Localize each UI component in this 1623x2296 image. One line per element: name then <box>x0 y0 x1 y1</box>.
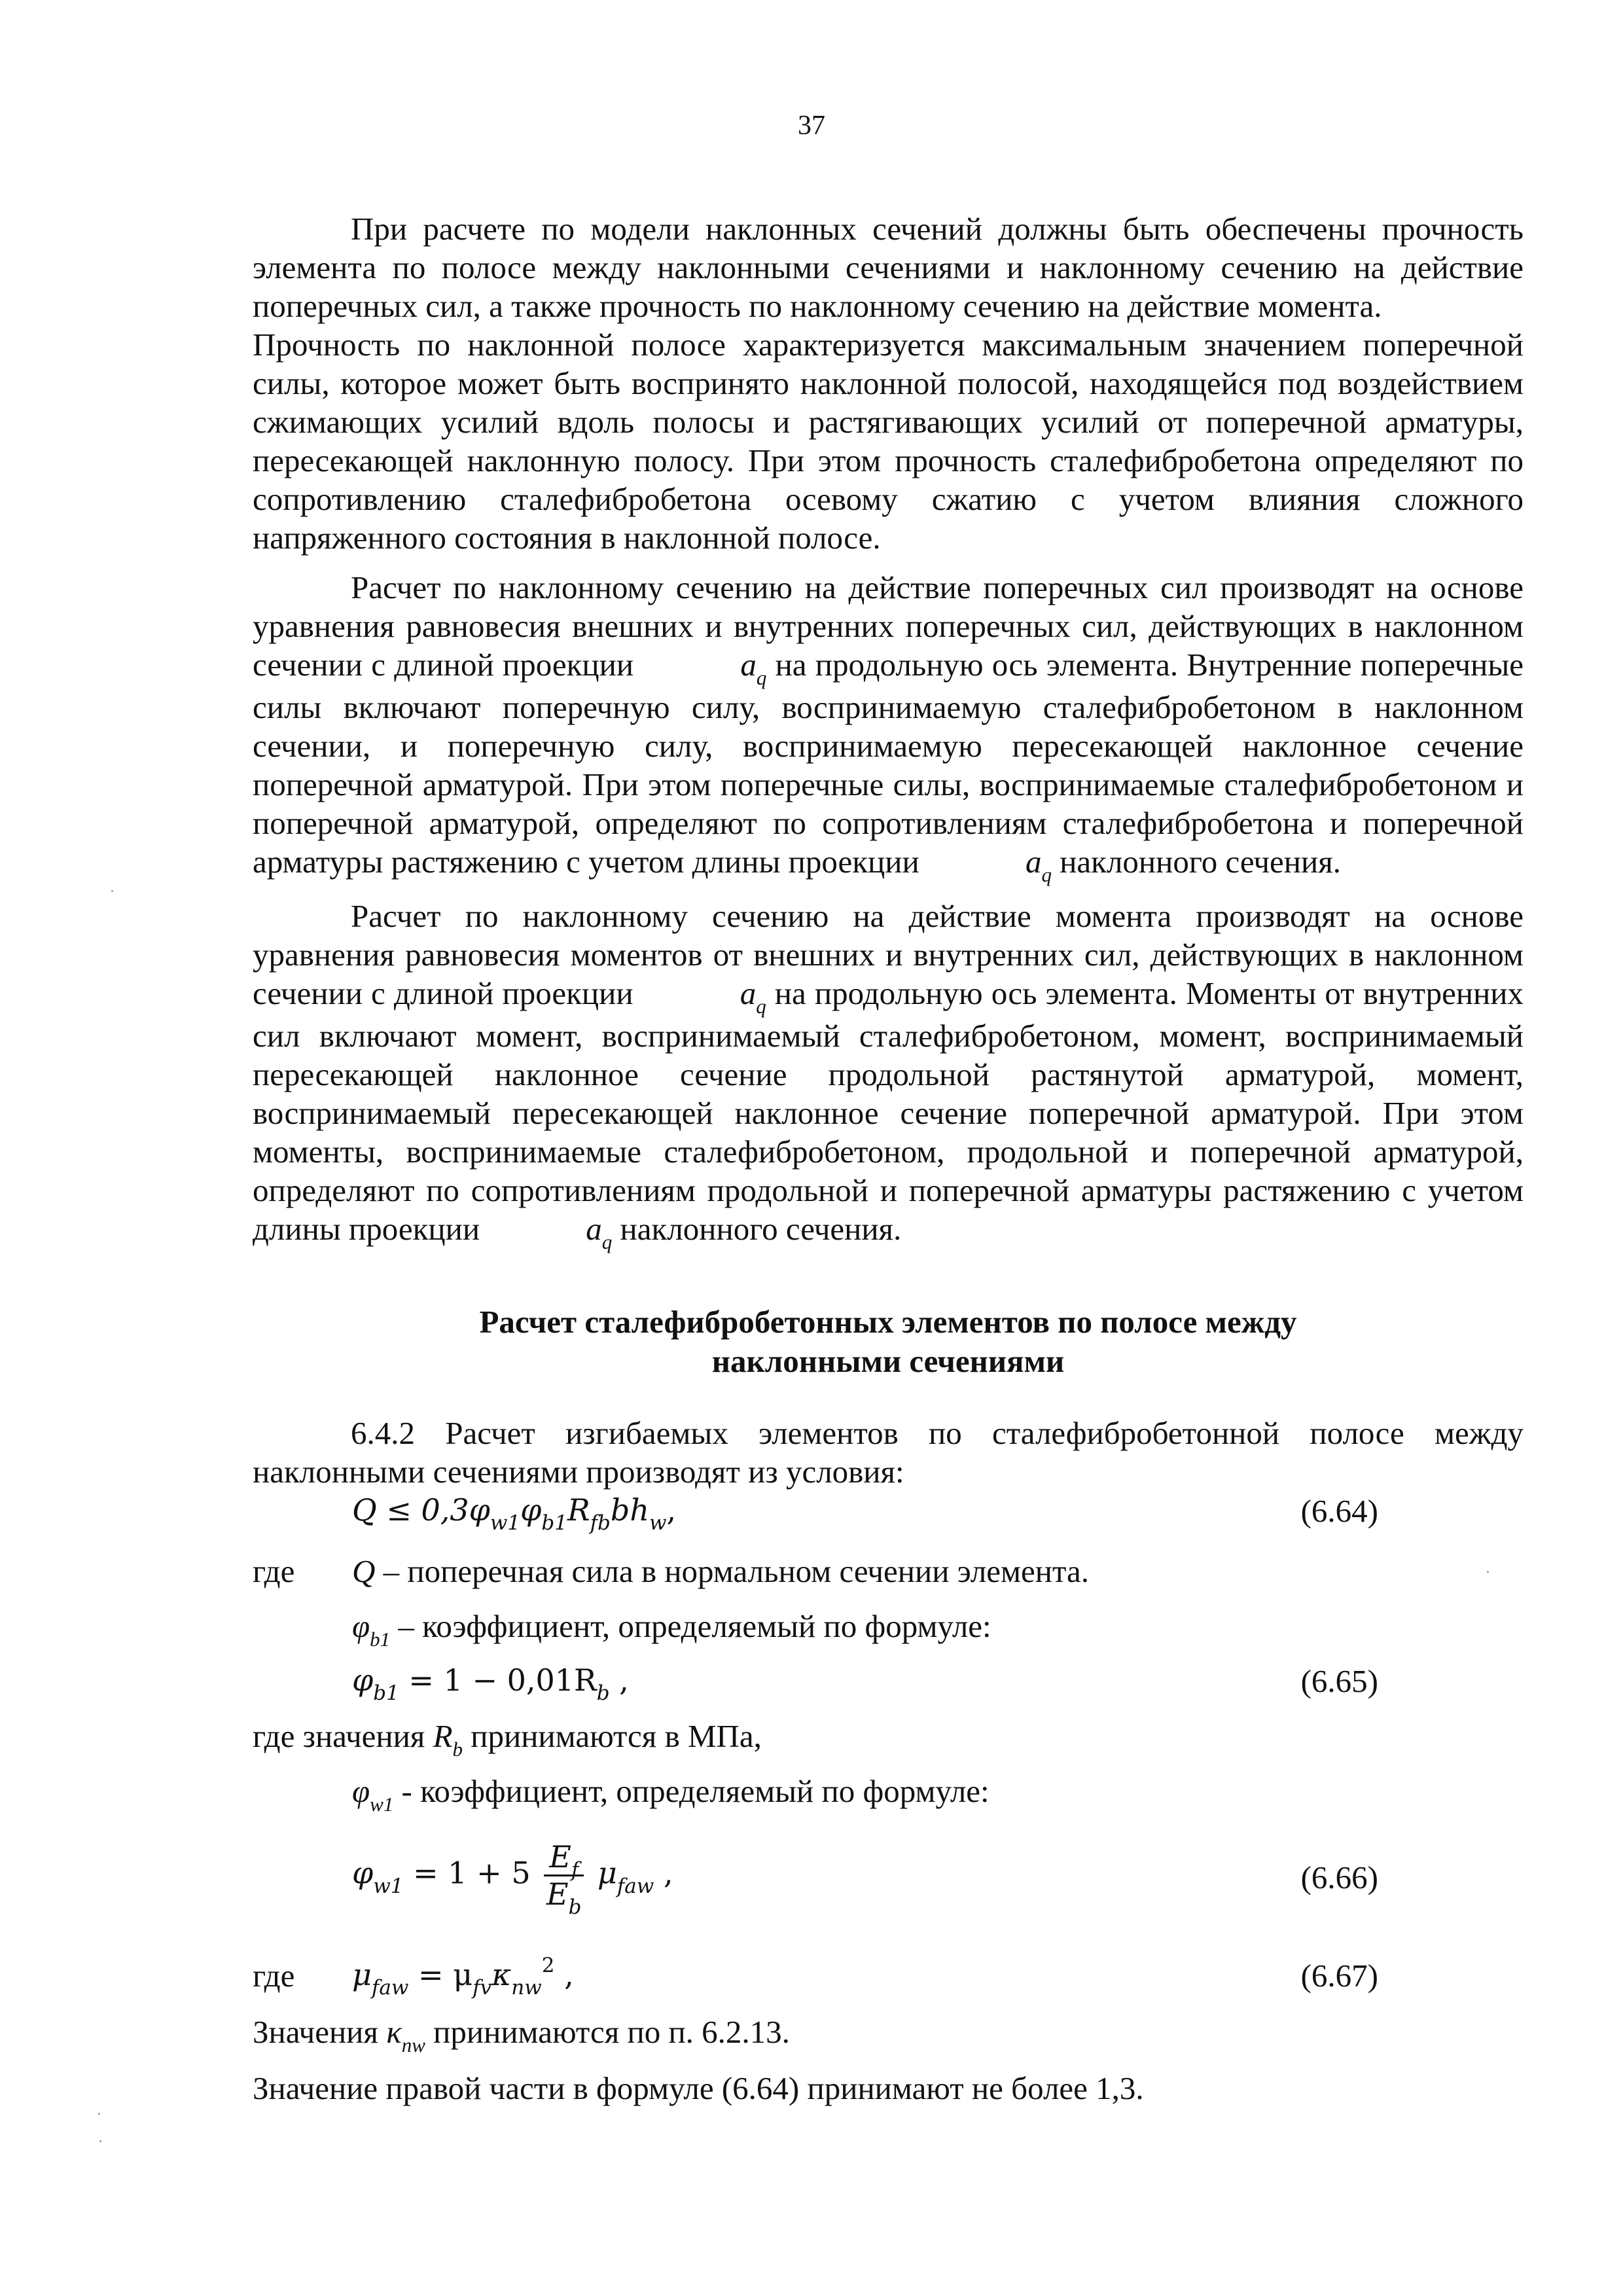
where-label: где <box>253 1958 295 1994</box>
formula-6-67-expression: $\mu_{faw} = \mu_{fv}\kappa_{nw}^2$ , <box>352 1954 574 2000</box>
q-symbol: Q <box>352 1553 376 1589</box>
phi-b1-definition: $\varphi_{b1}$ – коэффициент, определяемый по формуле: <box>352 1608 991 1651</box>
formula-6-64-number: (6.64) <box>1300 1493 1378 1529</box>
paragraph-3-part-a: Расчет по наклонному сечению на действие поперечных сил производят на основе уравнения равновесия внешних и внутренних поперечных сил, действующих в наклонном сечении с длиной проекции <box>253 569 1524 683</box>
ef-over-eb-fraction: $\frac{E_f}{E_b}$ <box>544 1839 584 1912</box>
paragraph-4-part-b: на продольную ось элемента. Моменты от внутренних сил включают момент, воспринимаемый сталефибробетоном, момент, воспринимаемый пересекающей наклонное сечение продольной растянутой арматурой, момент, воспринимаемый пересекающей наклонное сечение поперечной арматурой. При этом моменты, воспринимаемые сталефибробетоном, продольной и поперечной арматурой, определяют по сопротивлениям продольной и поперечной арматуры растяжению с учетом длины проекции <box>253 975 1524 1247</box>
formula-6-66 <box>253 1839 1524 1924</box>
formula-6-66-number: (6.66) <box>1300 1859 1378 1895</box>
aq-symbol: $a_q$ <box>740 647 767 689</box>
where-q-line <box>253 1552 1524 1598</box>
where-label: где <box>253 1553 295 1589</box>
section-heading-line-2: наклонными сечениями <box>711 1343 1065 1379</box>
formula-6-65 <box>253 1662 1524 1708</box>
paragraph-3-part-b: на продольную ось элемента. Внутренние поперечные силы включают поперечную силу, воспринимаемую сталефибробетоном в наклонном сечении, и поперечную силу, воспринимаемую пересекающей наклонное сечение поперечной арматурой. При этом поперечные силы, воспринимаемые сталефибробетоном и поперечной арматурой, определяют по сопротивлениям сталефибробетона и поперечной арматуры растяжению с учетом длины проекции <box>253 647 1524 880</box>
scan-speck <box>1487 1571 1489 1573</box>
paragraph-3-part-c: наклонного сечения. <box>1060 844 1342 880</box>
scan-speck <box>98 2113 100 2115</box>
shear-paragraph-block <box>253 568 1524 885</box>
knw-note: Значения $\kappa_{nw}$ принимаются по п. 6.2.13. <box>253 2014 790 2056</box>
paragraph-3 <box>253 568 1524 885</box>
clause-6-4-2: 6.4.2 Расчет изгибаемых элементов по сталефибробетонной полосе между наклонными сечениями производят из условия: <box>253 1415 1524 1490</box>
formula-6-66-expression: $\varphi_{w1} = 1 + 5$ $\frac{E_f}{E_b}$ $\mu_{faw}$ , <box>352 1839 673 1919</box>
formula-6-64 <box>253 1492 1524 1538</box>
final-note: Значение правой части в формуле (6.64) принимают не более 1,3. <box>253 2070 1144 2106</box>
formula-6-65-number: (6.65) <box>1300 1663 1378 1699</box>
scan-speck <box>111 890 113 892</box>
formula-6-67-number: (6.67) <box>1300 1958 1378 1994</box>
section-heading <box>253 1302 1524 1381</box>
formula-6-67 <box>253 1954 1524 2003</box>
formula-6-64-expression: $Q \le 0,3\varphi_{w1}\varphi_{b1}R_{fb}bh_w$, <box>352 1492 677 1535</box>
rb-units-note: где значения $R_b$ принимаются в МПа, <box>253 1718 762 1761</box>
paragraph-4 <box>253 897 1524 1252</box>
paragraph-1: При расчете по модели наклонных сечений должны быть обеспечены прочность элемента по полосе между наклонными сечениями и наклонному сечению на действие поперечных сил, а также прочность по наклонному сечению на действие момента. <box>253 211 1524 324</box>
clause-block <box>253 1414 1524 1491</box>
paragraph-2: Прочность по наклонной полосе характеризуется максимальным значением поперечной силы, которое может быть воспринято наклонной полосой, находящейся под воздействием сжимающих усилий вдоль полосы и растягивающих усилий от поперечной арматуры, пересекающей наклонную полосу. При этом прочность сталефибробетона определяют по сопротивлению сталефибробетона осевому сжатию с учетом влияния сложного напряженного состояния в наклонной полосе. <box>253 327 1524 556</box>
aq-symbol: $a_q$ <box>1025 844 1052 886</box>
section-heading-line-1: Расчет сталефибробетонных элементов по полосе между <box>479 1304 1297 1340</box>
q-definition: – поперечная сила в нормальном сечении элемента. <box>375 1553 1090 1589</box>
aq-symbol: $a_q$ <box>586 1211 613 1253</box>
phi-w1-definition: $\varphi_{w1}$ - коэффициент, определяемый по формуле: <box>352 1773 990 1816</box>
aq-symbol: $a_q$ <box>740 975 766 1018</box>
scan-speck <box>99 2140 101 2142</box>
intro-block <box>253 209 1524 557</box>
moment-paragraph-block <box>253 897 1524 1252</box>
formula-6-65-expression: $\varphi_{b1} = 1 - 0,01R_b$ , <box>352 1662 629 1705</box>
paragraph-4-part-a: Расчет по наклонному сечению на действие момента производят на основе уравнения равновесия моментов от внешних и внутренних сил, действующих в наклонном сечении с длиной проекции <box>253 898 1524 1011</box>
paragraph-4-part-c: наклонного сечения. <box>620 1211 902 1247</box>
page-number: 37 <box>798 111 825 141</box>
